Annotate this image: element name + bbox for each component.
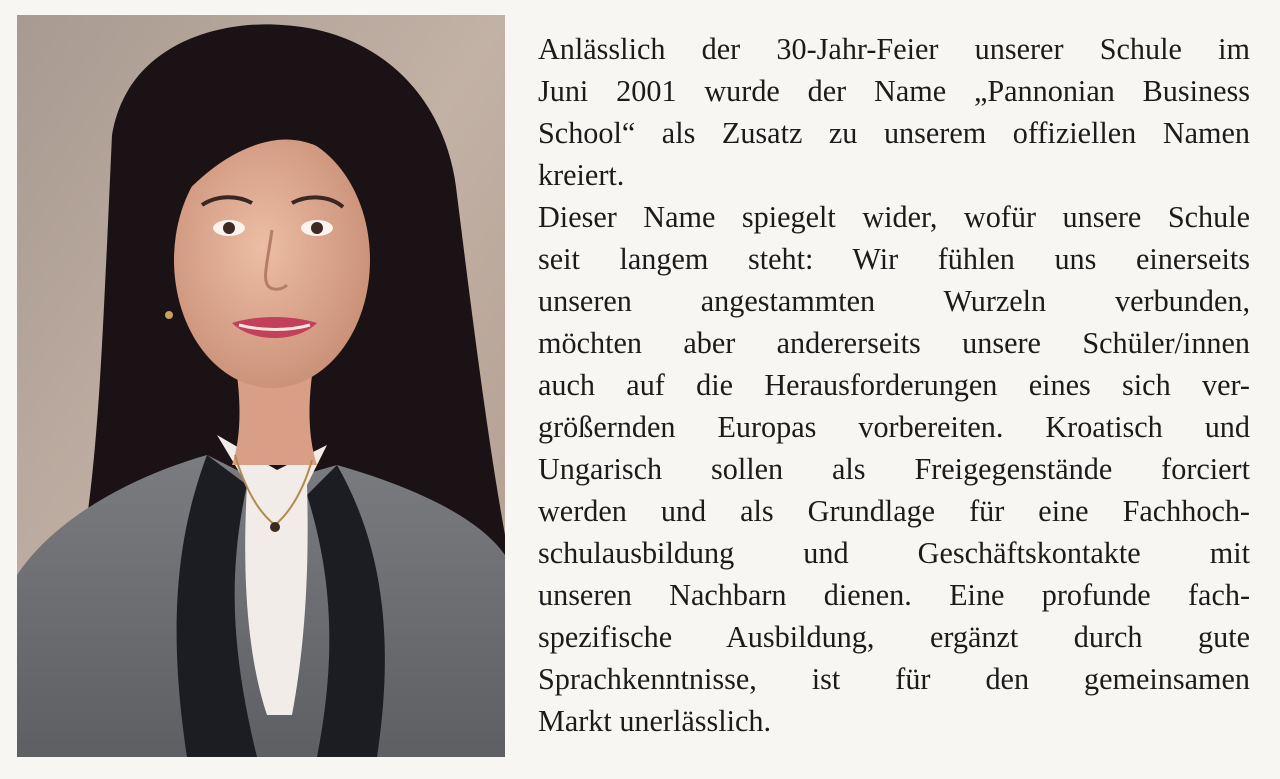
text-line: werden und als Grundlage für eine Fachhoch- bbox=[538, 494, 1250, 528]
paragraph-1 bbox=[538, 28, 1250, 196]
text-line: Markt unerlässlich. bbox=[538, 704, 772, 738]
portrait-photo-icon bbox=[17, 15, 505, 757]
body-text bbox=[538, 28, 1250, 742]
text-line: Ungarisch sollen als Freigegenstände forciert bbox=[538, 452, 1250, 486]
portrait-photo bbox=[17, 15, 505, 757]
text-line: kreiert. bbox=[538, 158, 625, 192]
text-line: schulausbildung und Geschäftskontakte mit bbox=[538, 536, 1250, 570]
text-line: Anlässlich der 30-Jahr-Feier unserer Schule im bbox=[538, 32, 1250, 66]
text-line: Dieser Name spiegelt wider, wofür unsere Schule bbox=[538, 200, 1250, 234]
text-line: School“ als Zusatz zu unserem offiziellen Namen bbox=[538, 116, 1250, 150]
text-line: größernden Europas vorbereiten. Kroatisch und bbox=[538, 410, 1250, 444]
text-line: Sprachkenntnisse, ist für den gemeinsamen bbox=[538, 662, 1250, 696]
text-line: unseren Nachbarn dienen. Eine profunde fach- bbox=[538, 578, 1250, 612]
text-line: Juni 2001 wurde der Name „Pannonian Business bbox=[538, 74, 1250, 108]
text-line: spezifische Ausbildung, ergänzt durch gute bbox=[538, 620, 1250, 654]
paragraph-2 bbox=[538, 196, 1250, 742]
text-line: unseren angestammten Wurzeln verbunden, bbox=[538, 284, 1250, 318]
text-line: möchten aber andererseits unsere Schüler/innen bbox=[538, 326, 1250, 360]
text-line: auch auf die Herausforderungen eines sich ver- bbox=[538, 368, 1250, 402]
text-line: seit langem steht: Wir fühlen uns einerseits bbox=[538, 242, 1250, 276]
